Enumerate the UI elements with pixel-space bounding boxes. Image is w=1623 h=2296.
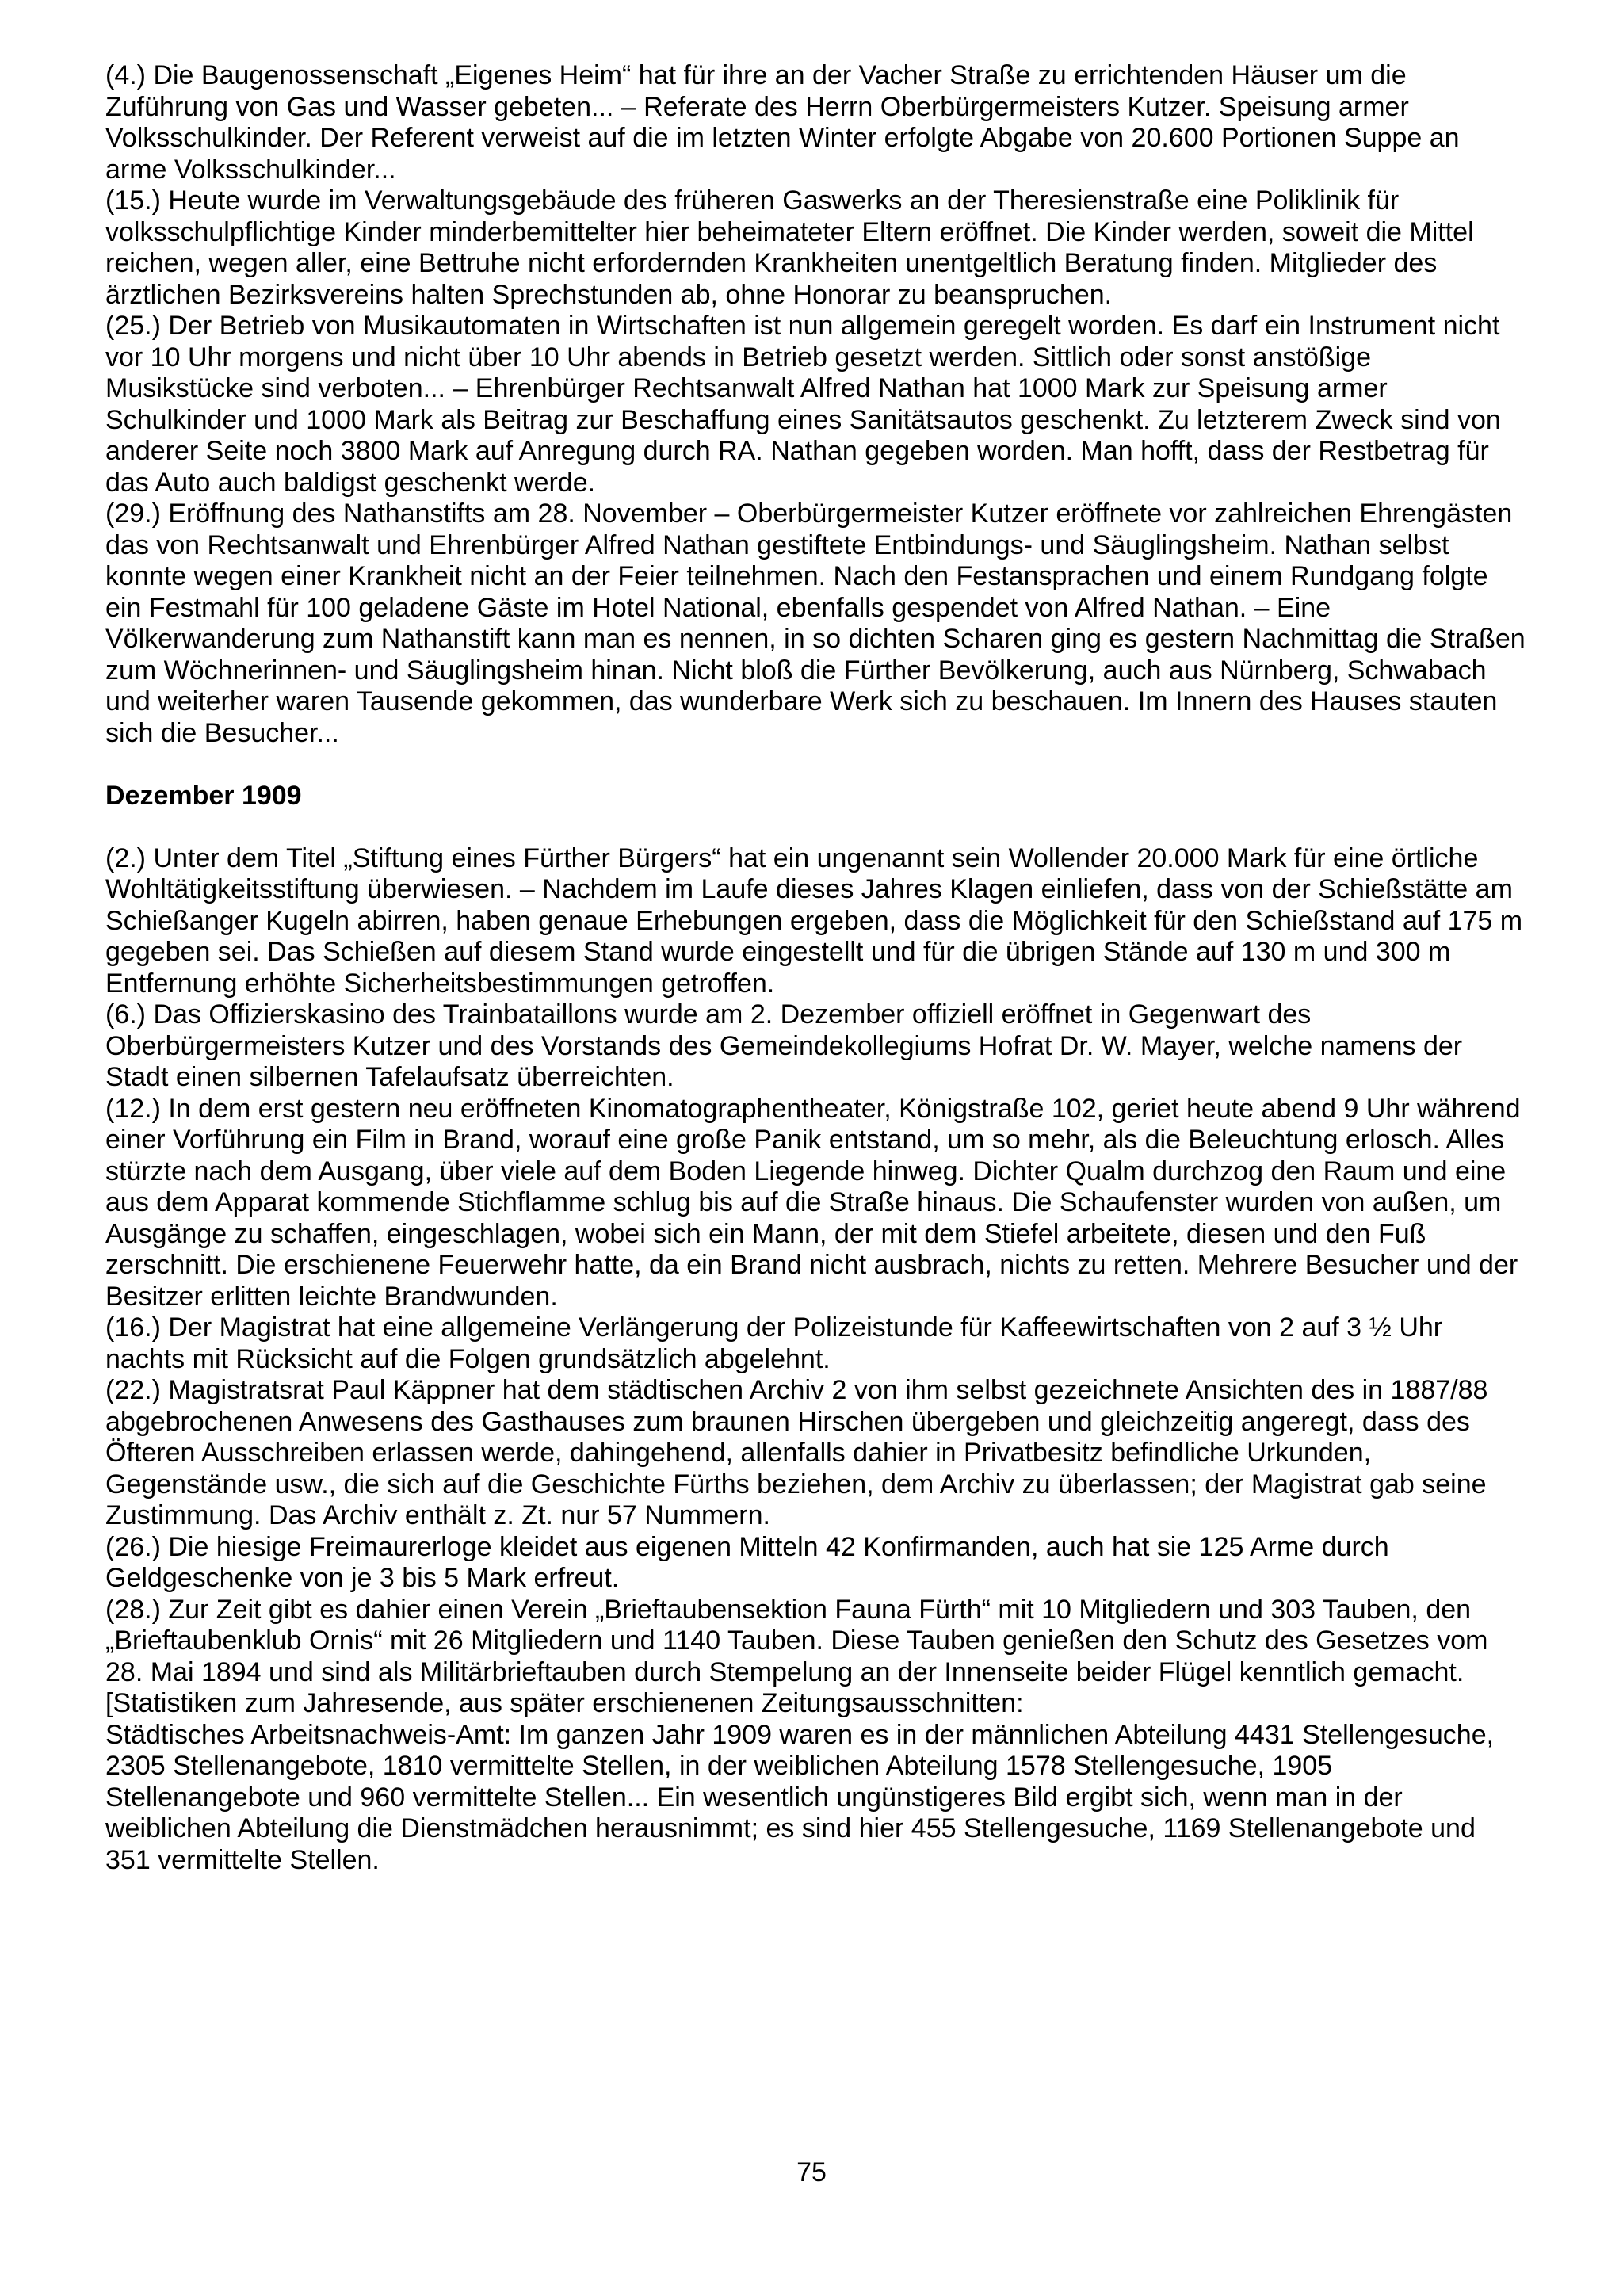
paragraph: (12.) In dem erst gestern neu eröffneten Kinomatographentheater, Königstraße 102, geriet heute abend 9 Uhr während einer Vorführung ein Film in Brand, worauf eine große Panik entstand, um so mehr, als die Beleuchtung erlosch. Alles stürzte nach dem Ausgang, über viele auf dem Boden Liegende hinweg. Dichter Qualm durchzog den Raum und eine aus dem Apparat kommende Stichflamme schlug bis auf die Straße hinaus. Die Schaufenster wurden von außen, um Ausgänge zu schaffen, eingeschlagen, wobei sich ein Mann, der mit dem Stiefel arbeitete, diesen und den Fuß zerschnitt. Die erschienene Feuerwehr hatte, da ein Brand nicht ausbrach, nichts zu retten. Mehrere Besucher und der Besitzer erlitten leichte Brandwunden.	[105, 1093, 1521, 1312]
paragraph: (22.) Magistratsrat Paul Käppner hat dem städtischen Archiv 2 von ihm selbst gezeichnete Ansichten des in 1887/88 abgebrochenen Anwesens des Gasthauses zum braunen Hirschen übergeben und gleichzeitig angeregt, dass des Öfteren Ausschreiben erlassen werde, dahingehend, allenfalls dahier in Privatbesitz befindliche Urkunden, Gegenstände usw., die sich auf die Geschichte Fürths beziehen, dem Archiv zu überlassen; der Magistrat gab seine Zustimmung. Das Archiv enthält z. Zt. nur 57 Nummern.	[105, 1375, 1488, 1530]
paragraph: (25.) Der Betrieb von Musikautomaten in Wirtschaften ist nun allgemein geregelt worden. Es darf ein Instrument nicht vor 10 Uhr morgens und nicht über 10 Uhr abends in Betrieb gesetzt werden. Sittlich oder sonst anstößige Musikstücke sind verboten... – Ehrenbürger Rechtsanwalt Alfred Nathan hat 1000 Mark zur Speisung armer Schulkinder und 1000 Mark als Beitrag zur Beschaffung eines Sanitätsautos geschenkt. Zu letzterem Zweck sind von anderer Seite noch 3800 Mark auf Anregung durch RA. Nathan gegeben worden. Man hofft, dass der Restbetrag für das Auto auch baldigst geschenkt werde.	[105, 311, 1501, 498]
paragraph: [Statistiken zum Jahresende, aus später erschienenen Zeitungsausschnitten:	[105, 1688, 1024, 1718]
document-content	[105, 60, 1526, 1876]
section-heading: Dezember 1909	[105, 780, 302, 811]
paragraph: (26.) Die hiesige Freimaurerloge kleidet aus eigenen Mitteln 42 Konfirmanden, auch hat sie 125 Arme durch Geldgeschenke von je 3 bis 5 Mark erfreut.	[105, 1531, 1389, 1593]
paragraph: Städtisches Arbeitsnachweis-Amt: Im ganzen Jahr 1909 waren es in der männlichen Abteilung 4431 Stellengesuche, 2305 Stellenangebote, 1810 vermittelte Stellen, in der weiblichen Abteilung 1578 Stellengesuche, 1905 Stellenangebote und 960 vermittelte Stellen... Ein wesentlich ungünstigeres Bild ergibt sich, wenn man in der weiblichen Abteilung die Dienstmädchen herausnimmt; es sind hier 455 Stellengesuche, 1169 Stellenangebote und 351 vermittelte Stellen.	[105, 1719, 1495, 1875]
paragraph: (29.) Eröffnung des Nathanstifts am 28. November – Oberbürgermeister Kutzer eröffnete vor zahlreichen Ehrengästen das von Rechtsanwalt und Ehrenbürger Alfred Nathan gestiftete Entbindungs- und Säuglingsheim. Nathan selbst konnte wegen einer Krankheit nicht an der Feier teilnehmen. Nach den Festansprachen und einem Rundgang folgte ein Festmahl für 100 geladene Gäste im Hotel National, ebenfalls gespendet von Alfred Nathan. – Eine Völkerwanderung zum Nathanstift kann man es nennen, in so dichten Scharen ging es gestern Nachmittag die Straßen zum Wöchnerinnen- und Säuglingsheim hinan. Nicht bloß die Fürther Bevölkerung, auch aus Nürnberg, Schwabach und weiterher waren Tausende gekommen, das wunderbare Werk sich zu beschauen. Im Innern des Hauses stauten sich die Besucher...	[105, 499, 1526, 748]
paragraph: (28.) Zur Zeit gibt es dahier einen Verein „Brieftaubensektion Fauna Fürth“ mit 10 Mitgliedern und 303 Tauben, den „Brieftaubenklub Ornis“ mit 26 Mitgliedern und 1140 Tauben. Diese Tauben genießen den Schutz des Gesetzes vom 28. Mai 1894 und sind als Militärbrieftauben durch Stempelung an der Innenseite beider Flügel kenntlich gemacht.	[105, 1594, 1488, 1687]
paragraph: (16.) Der Magistrat hat eine allgemeine Verlängerung der Polizeistunde für Kaffeewirtschaften von 2 auf 3 ½ Uhr nachts mit Rücksicht auf die Folgen grundsätzlich abgelehnt.	[105, 1312, 1443, 1374]
paragraph: (15.) Heute wurde im Verwaltungsgebäude des früheren Gaswerks an der Theresienstraße eine Poliklinik für volksschulpflichtige Kinder minderbemittelter hier beheimateter Eltern eröffnet. Die Kinder werden, soweit die Mittel reichen, wegen aller, eine Bettruhe nicht erfordernden Krankheiten unentgeltlich Beratung finden. Mitglieder des ärztlichen Bezirksvereins halten Sprechstunden ab, ohne Honorar zu beanspruchen.	[105, 185, 1474, 310]
paragraph: (4.) Die Baugenossenschaft „Eigenes Heim“ hat für ihre an der Vacher Straße zu errichtenden Häuser um die Zuführung von Gas und Wasser gebeten... – Referate des Herrn Oberbürgermeisters Kutzer. Speisung armer Volksschulkinder. Der Referent verweist auf die im letzten Winter erfolgte Abgabe von 20.600 Portionen Suppe an arme Volksschulkinder...	[105, 60, 1460, 185]
page-number: 75	[796, 2157, 827, 2187]
paragraph: (6.) Das Offizierskasino des Trainbataillons wurde am 2. Dezember offiziell eröffnet in Gegenwart des Oberbürgermeisters Kutzer und des Vorstands des Gemeindekollegiums Hofrat Dr. W. Mayer, welche namens der Stadt einen silbernen Tafelaufsatz überreichten.	[105, 999, 1463, 1092]
paragraph: (2.) Unter dem Titel „Stiftung eines Fürther Bürgers“ hat ein ungenannt sein Wollender 20.000 Mark für eine örtliche Wohltätigkeitsstiftung überwiesen. – Nachdem im Laufe dieses Jahres Klagen einliefen, dass von der Schießstätte am Schießanger Kugeln abirren, haben genaue Erhebungen ergeben, dass die Möglichkeit für den Schießstand auf 175 m gegeben sei. Das Schießen auf diesem Stand wurde eingestellt und für die übrigen Stände auf 130 m und 300 m Entfernung erhöhte Sicherheitsbestimmungen getroffen.	[105, 842, 1523, 999]
